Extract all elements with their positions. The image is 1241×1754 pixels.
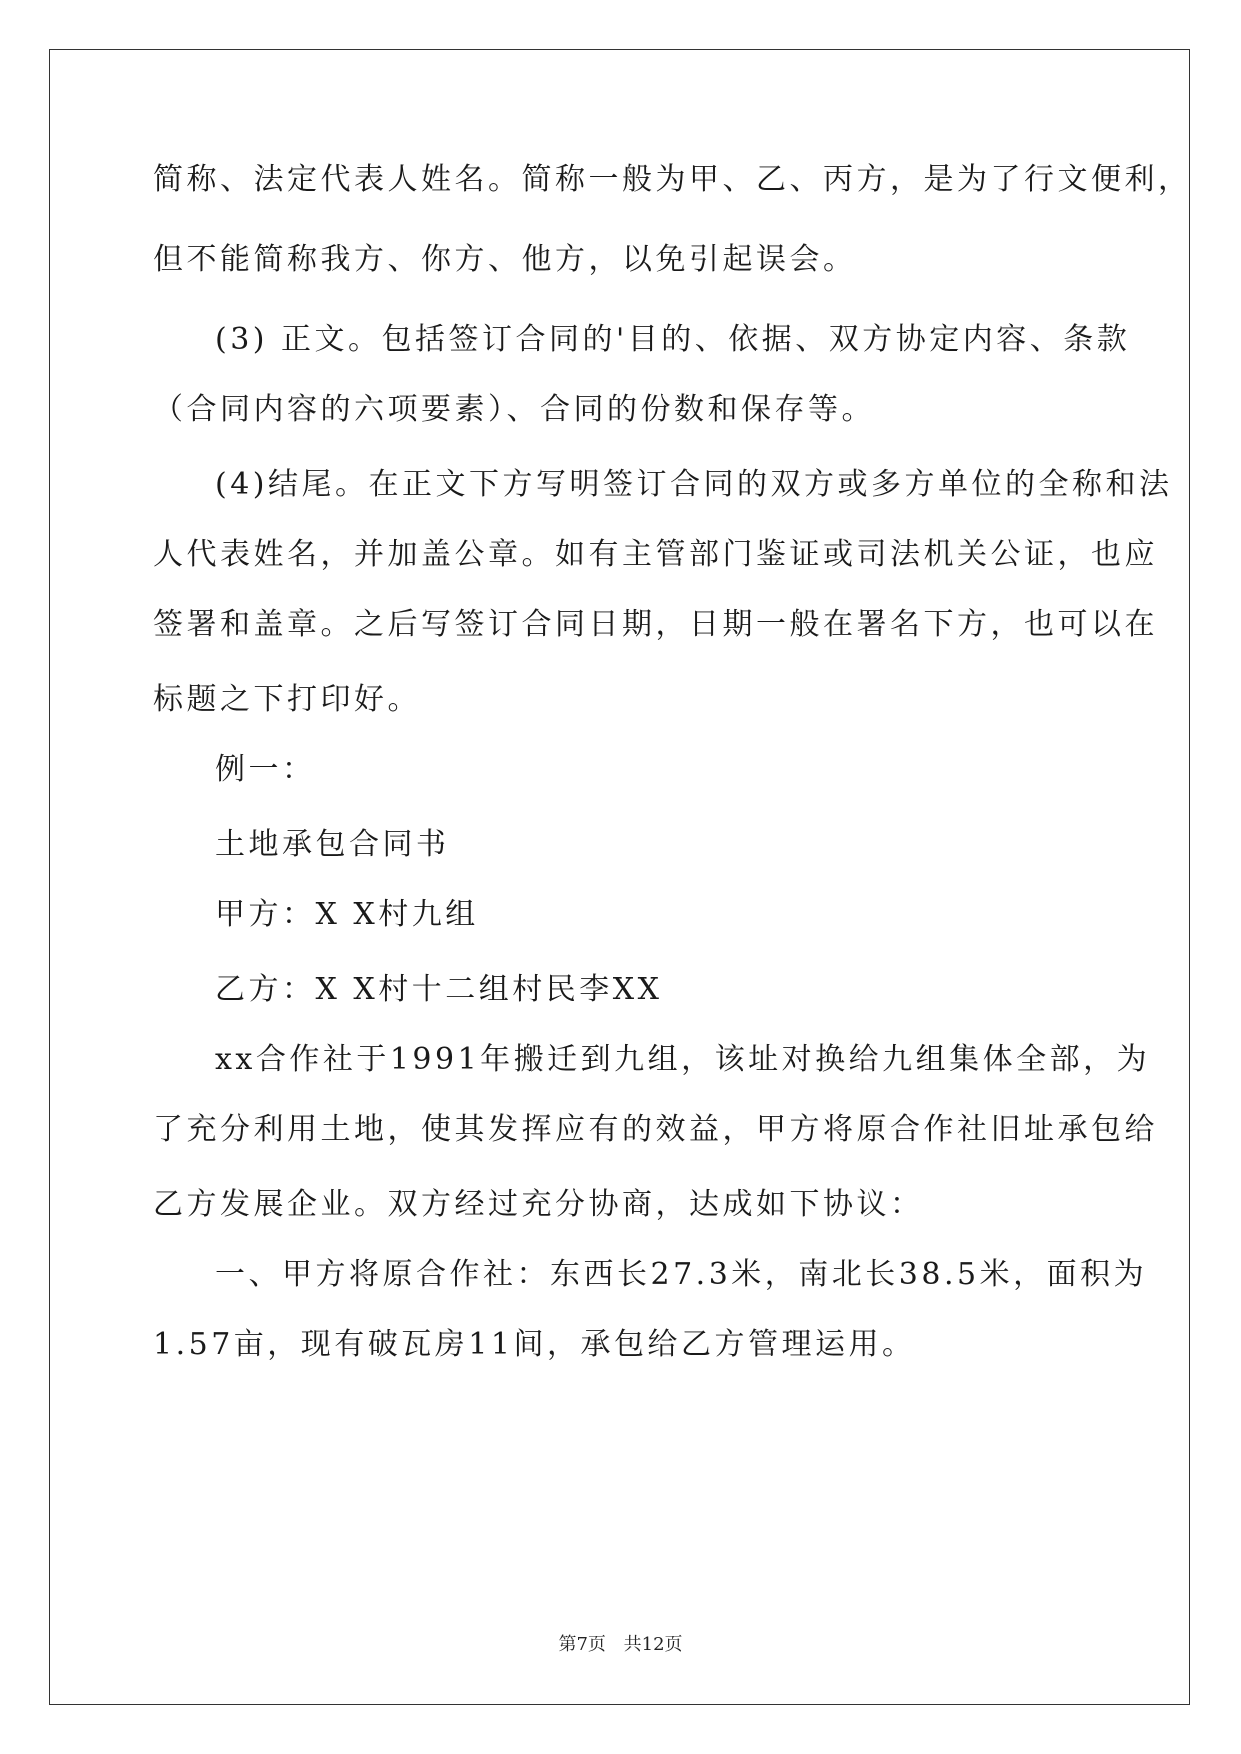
page-number: 第7页 — [558, 1634, 606, 1655]
text-line: （合同内容的六项要素）、合同的份数和保存等。 — [153, 392, 875, 427]
text-line: 标题之下打印好。 — [153, 682, 421, 717]
text-line: 乙方发展企业。双方经过充分协商，达成如下协议： — [153, 1187, 924, 1222]
page-total: 共12页 — [623, 1634, 683, 1655]
text-line: 但不能简称我方、你方、他方，以免引起误会。 — [153, 242, 857, 277]
text-line: 例一： — [215, 752, 316, 787]
text-line: 签署和盖章。之后写签订合同日期，日期一般在署名下方，也可以在 — [153, 607, 1158, 642]
text-line: (3) 正文。包括签订合同的'目的、依据、双方协定内容、条款 — [215, 322, 1131, 357]
page-border — [49, 49, 1190, 1705]
text-line: 一、甲方将原合作社：东西长27.3米，南北长38.5米，面积为 — [215, 1257, 1148, 1292]
text-line: xx合作社于1991年搬迁到九组，该址对换给九组集体全部，为 — [215, 1042, 1151, 1077]
text-line: 简称、法定代表人姓名。简称一般为甲、乙、丙方，是为了行文便利， — [153, 162, 1192, 197]
text-line: 人代表姓名，并加盖公章。如有主管部门鉴证或司法机关公证，也应 — [153, 537, 1158, 572]
party-b: 乙方：X X村十二组村民李XX — [215, 972, 663, 1007]
text-line: 1.57亩，现有破瓦房11间，承包给乙方管理运用。 — [153, 1327, 916, 1362]
party-a: 甲方：X X村九组 — [215, 897, 479, 932]
contract-title: 土地承包合同书 — [215, 827, 450, 862]
text-line: 了充分利用土地，使其发挥应有的效益，甲方将原合作社旧址承包给 — [153, 1112, 1158, 1147]
page-footer — [0, 1630, 1241, 1656]
text-line: (4)结尾。在正文下方写明签订合同的双方或多方单位的全称和法 — [215, 467, 1173, 502]
